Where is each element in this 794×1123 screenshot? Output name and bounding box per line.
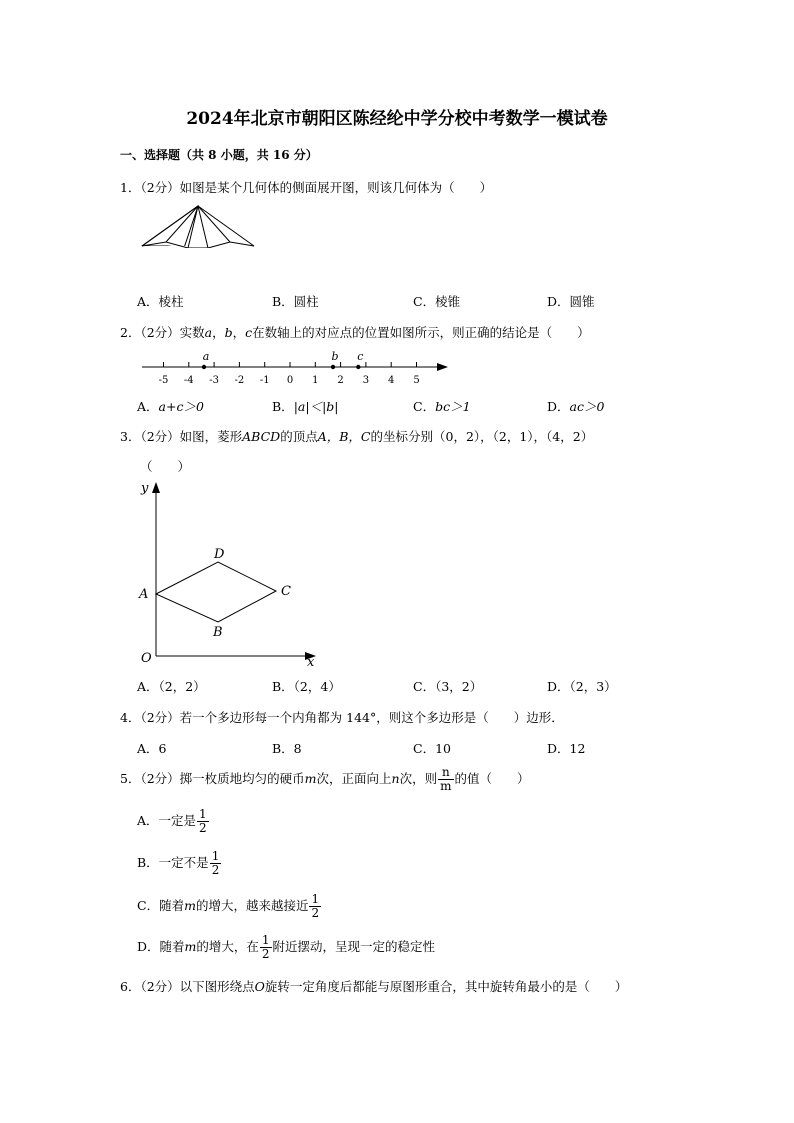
q2-stem <box>120 323 590 341</box>
q2-option-c-text: bc＞1 <box>435 399 471 414</box>
q5-option-c-half-num: 1 <box>311 892 320 906</box>
q2-option-d[interactable] <box>547 397 604 415</box>
q2-stem-prefix: 2．（2分）实数 <box>120 325 205 340</box>
q2-stem-suffix: 在数轴上的对应点的位置如图所示，则正确的结论是（ ） <box>252 325 590 340</box>
q3-label-o: O <box>141 651 152 666</box>
q1-fan-edge-2 <box>166 206 198 242</box>
q5-option-d-half-den: 2 <box>261 947 270 961</box>
q1-option-d[interactable]: D．圆锥 <box>547 294 595 309</box>
q5-option-d-prefix: D．随着 <box>137 939 185 954</box>
q5-stem <box>120 766 530 793</box>
q5-option-b[interactable] <box>137 850 222 877</box>
q3-label-a: A <box>139 587 149 602</box>
q3-label-c: C <box>281 584 291 599</box>
q2-axis-arrow <box>437 363 448 371</box>
q5-option-d-suffix: 附近摆动，呈现一定的稳定性 <box>272 939 436 954</box>
q3-label-b: B <box>213 625 223 640</box>
q3-label-y: y <box>141 481 149 496</box>
q2-option-a-letter: A． <box>137 399 159 414</box>
q2-point-b <box>331 365 335 369</box>
q2-tick-label-8: 3 <box>362 375 370 386</box>
q2-tick-label-5: 0 <box>286 375 294 386</box>
q3-stem-mid: 的顶点 <box>280 429 318 444</box>
q5-stem-prefix: 5．（2分）掷一枚质地均匀的硬币 <box>120 771 305 786</box>
q2-point-label-c: c <box>357 350 364 363</box>
q1-fan-bases <box>142 242 254 248</box>
q5-option-d-m: m <box>184 939 197 954</box>
q2-option-b-text: |a|＜|b| <box>293 399 339 414</box>
q4-stem: 4．（2分）若一个多边形每一个内角都为 144°，则这个多边形是（ ）边形． <box>120 710 564 725</box>
q3-option-b[interactable]: B．（2，4） <box>272 679 341 694</box>
q2-point-a <box>202 365 206 369</box>
q5-option-d-mid: 的增大，在 <box>196 939 259 954</box>
q3-stem-prefix: 3．（2分）如图，菱形 <box>120 429 243 444</box>
q1-stem: 1．（2分）如图是某个几何体的侧面展开图，则该几何体为（ ） <box>120 180 493 195</box>
q2-tick-label-3: -2 <box>234 375 245 386</box>
exam-title: 2024年北京市朝阳区陈经纶中学分校中考数学一模试卷 <box>186 109 608 129</box>
q3-label-d: D <box>214 547 225 562</box>
q3-vertices: A，B，C <box>317 429 371 444</box>
q5-fraction-n-over-m <box>438 766 453 793</box>
q2-option-c-letter: C． <box>413 399 436 414</box>
q5-option-a-half <box>197 808 209 835</box>
q5-stem-suffix: 的值（ ） <box>454 771 530 786</box>
q5-option-c-suffix: 的增大，越来越接近 <box>195 898 309 913</box>
q5-option-a-text: A．一定是 <box>137 813 197 828</box>
q3-rhombus <box>156 562 276 622</box>
q5-option-b-text: B．一定不是 <box>137 855 209 870</box>
q6-point-o: O <box>254 979 265 994</box>
q2-option-c[interactable] <box>413 397 471 415</box>
q1-option-a[interactable]: A．棱柱 <box>137 294 184 309</box>
q6-stem-suffix: 旋转一定角度后都能与原图形重合，其中旋转角最小的是（ ） <box>264 979 628 994</box>
q2-tick-label-2: -3 <box>209 375 219 386</box>
q2-point-c <box>356 365 360 369</box>
q5-option-c-prefix: C．随着 <box>137 898 185 913</box>
q5-option-d-half <box>260 934 272 961</box>
q2-option-d-letter: D． <box>547 399 570 414</box>
q3-coordinate-figure <box>136 478 326 670</box>
q5-option-b-half-den: 2 <box>211 863 220 877</box>
q5-option-c-m: m <box>184 898 196 913</box>
q2-tick-label-6: 1 <box>312 375 319 386</box>
q2-point-label-b: b <box>331 350 339 363</box>
q4-option-d[interactable]: D．12 <box>547 741 586 756</box>
q2-tick-label-7: 2 <box>337 375 344 386</box>
q2-option-b[interactable] <box>272 397 339 415</box>
q5-frac-num: n <box>438 766 453 780</box>
q5-option-a[interactable] <box>137 808 210 835</box>
q2-tick-label-9: 4 <box>388 375 395 386</box>
q5-option-d-half-num: 1 <box>261 933 270 947</box>
q3-stem-suffix: 的坐标分别（0，2），（2，1），（4，2） <box>370 429 594 444</box>
q2-var-b: b <box>224 325 233 340</box>
q2-sep-2: ， <box>232 325 246 340</box>
q2-option-d-text: ac＞0 <box>569 399 605 414</box>
q2-option-b-letter: B． <box>272 399 294 414</box>
q1-fan-edge-5 <box>198 206 230 242</box>
q5-option-c[interactable] <box>137 893 322 920</box>
q2-var-a: a <box>204 325 213 340</box>
q5-option-b-half-num: 1 <box>211 849 220 863</box>
q3-label-x: x <box>307 655 315 670</box>
q2-tick-label-10: 5 <box>413 375 420 386</box>
q6-stem-prefix: 6．（2分）以下图形绕点 <box>120 979 255 994</box>
q3-option-d[interactable]: D．（2，3） <box>547 679 617 694</box>
q5-option-a-half-num: 1 <box>199 807 207 821</box>
q2-point-label-a: a <box>202 350 210 363</box>
q5-option-b-half <box>210 850 222 877</box>
q3-paren: （ ） <box>140 459 191 474</box>
q5-frac-den: m <box>440 779 452 793</box>
q2-option-a[interactable] <box>137 397 204 415</box>
q4-option-b[interactable]: B．8 <box>272 741 302 756</box>
q3-y-arrow <box>152 482 160 493</box>
q2-tick-label-1: -4 <box>183 375 194 386</box>
q1-option-b[interactable]: B．圆柱 <box>272 294 319 309</box>
q1-option-c[interactable]: C．棱锥 <box>413 294 461 309</box>
q3-rhombus-name: ABCD <box>242 429 281 444</box>
q3-option-a[interactable]: A．（2，2） <box>137 679 206 694</box>
q2-tick-label-0: -5 <box>158 375 169 386</box>
q2-number-line <box>138 346 454 386</box>
q4-option-c[interactable]: C．10 <box>413 741 451 756</box>
q5-stem-mid-1: 次，正面向上 <box>316 771 392 786</box>
q5-var-m: m <box>304 771 317 786</box>
q2-sep-1: ， <box>212 325 225 340</box>
q5-option-c-half <box>309 893 321 920</box>
q2-tick-label-4: -1 <box>259 375 270 386</box>
q2-var-c: c <box>245 325 253 340</box>
q1-fan-net <box>138 204 258 248</box>
section-heading: 一、选择题（共 8 小题，共 16 分） <box>120 148 318 162</box>
q4-option-a[interactable]: A．6 <box>137 741 167 756</box>
q3-option-c[interactable]: C．（3，2） <box>413 679 483 694</box>
q5-var-n: n <box>391 771 400 786</box>
q2-option-a-text: a+c＞0 <box>158 399 204 414</box>
q5-option-c-half-den: 2 <box>311 906 320 920</box>
q5-stem-mid-2: 次，则 <box>399 771 438 786</box>
q5-option-d[interactable] <box>137 934 435 961</box>
q3-stem <box>120 427 593 445</box>
q5-option-a-half-den: 2 <box>199 821 207 835</box>
q6-stem <box>120 977 627 995</box>
